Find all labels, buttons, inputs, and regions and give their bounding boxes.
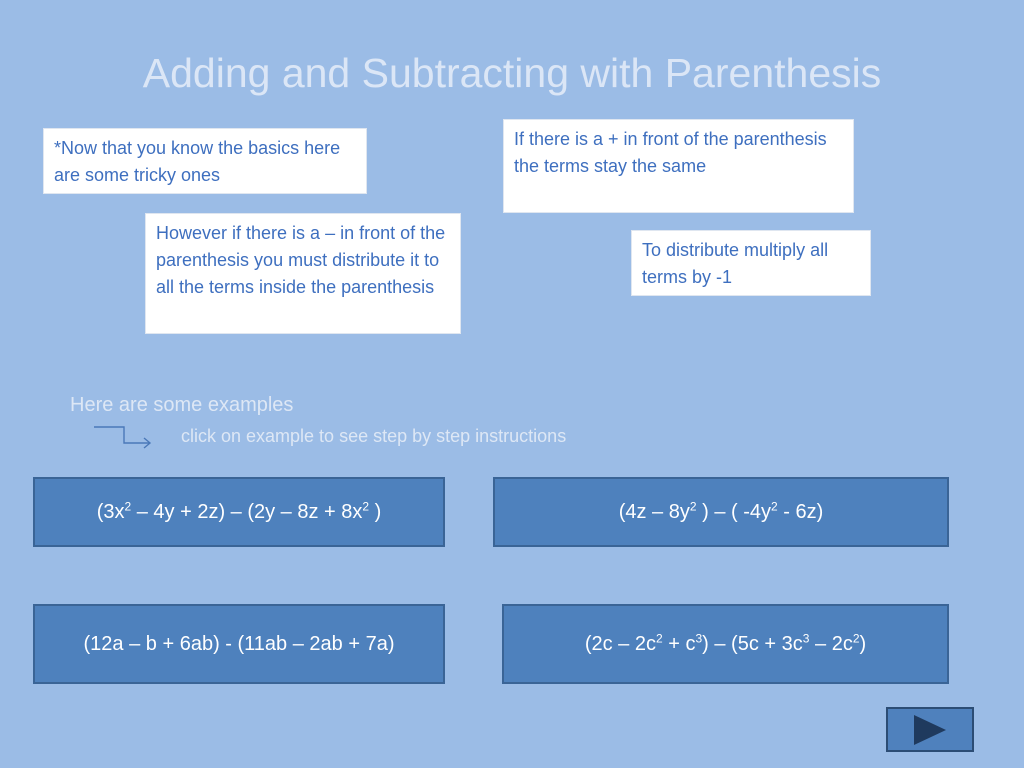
example-4-text: $(2c - 2c^2 + c^3) - (5c + 3c^3 - 2c^2)$ [584, 630, 867, 655]
instructions-text: click on example to see step by step instructions [181, 426, 567, 446]
next-slide-button[interactable] [886, 707, 974, 752]
plus-rule-note: If there is a + in front of the parenthesis the terms stay the same [503, 119, 854, 213]
intro-note: *Now that you know the basics here are some tricky ones [43, 128, 367, 194]
example-3-text: (12a – b + 6ab) - (11ab – 2ab + 7a) [83, 632, 395, 655]
example-2-text: ($4z - 8y^2$ ) – ( $-4y^2 - 6z$) [618, 498, 824, 523]
example-3-button[interactable] [33, 604, 445, 684]
bent-arrow-icon [92, 424, 156, 450]
play-right-icon [910, 713, 950, 747]
example-4-button[interactable] [502, 604, 949, 684]
slide-title: Adding and Subtracting with Parenthesis [142, 50, 882, 96]
example-2-button[interactable] [493, 477, 949, 547]
distribute-note: To distribute multiply all terms by -1 [631, 230, 871, 296]
example-1-text: $(3x^2 - 4y + 2z) - (2y - 8z + 8x^2$ ) [96, 498, 382, 523]
minus-rule-note: However if there is a – in front of the parenthesis you must distribute it to all the terms inside the parenthesis [145, 213, 461, 334]
examples-label: Here are some examples [70, 394, 294, 416]
example-1-button[interactable] [33, 477, 445, 547]
